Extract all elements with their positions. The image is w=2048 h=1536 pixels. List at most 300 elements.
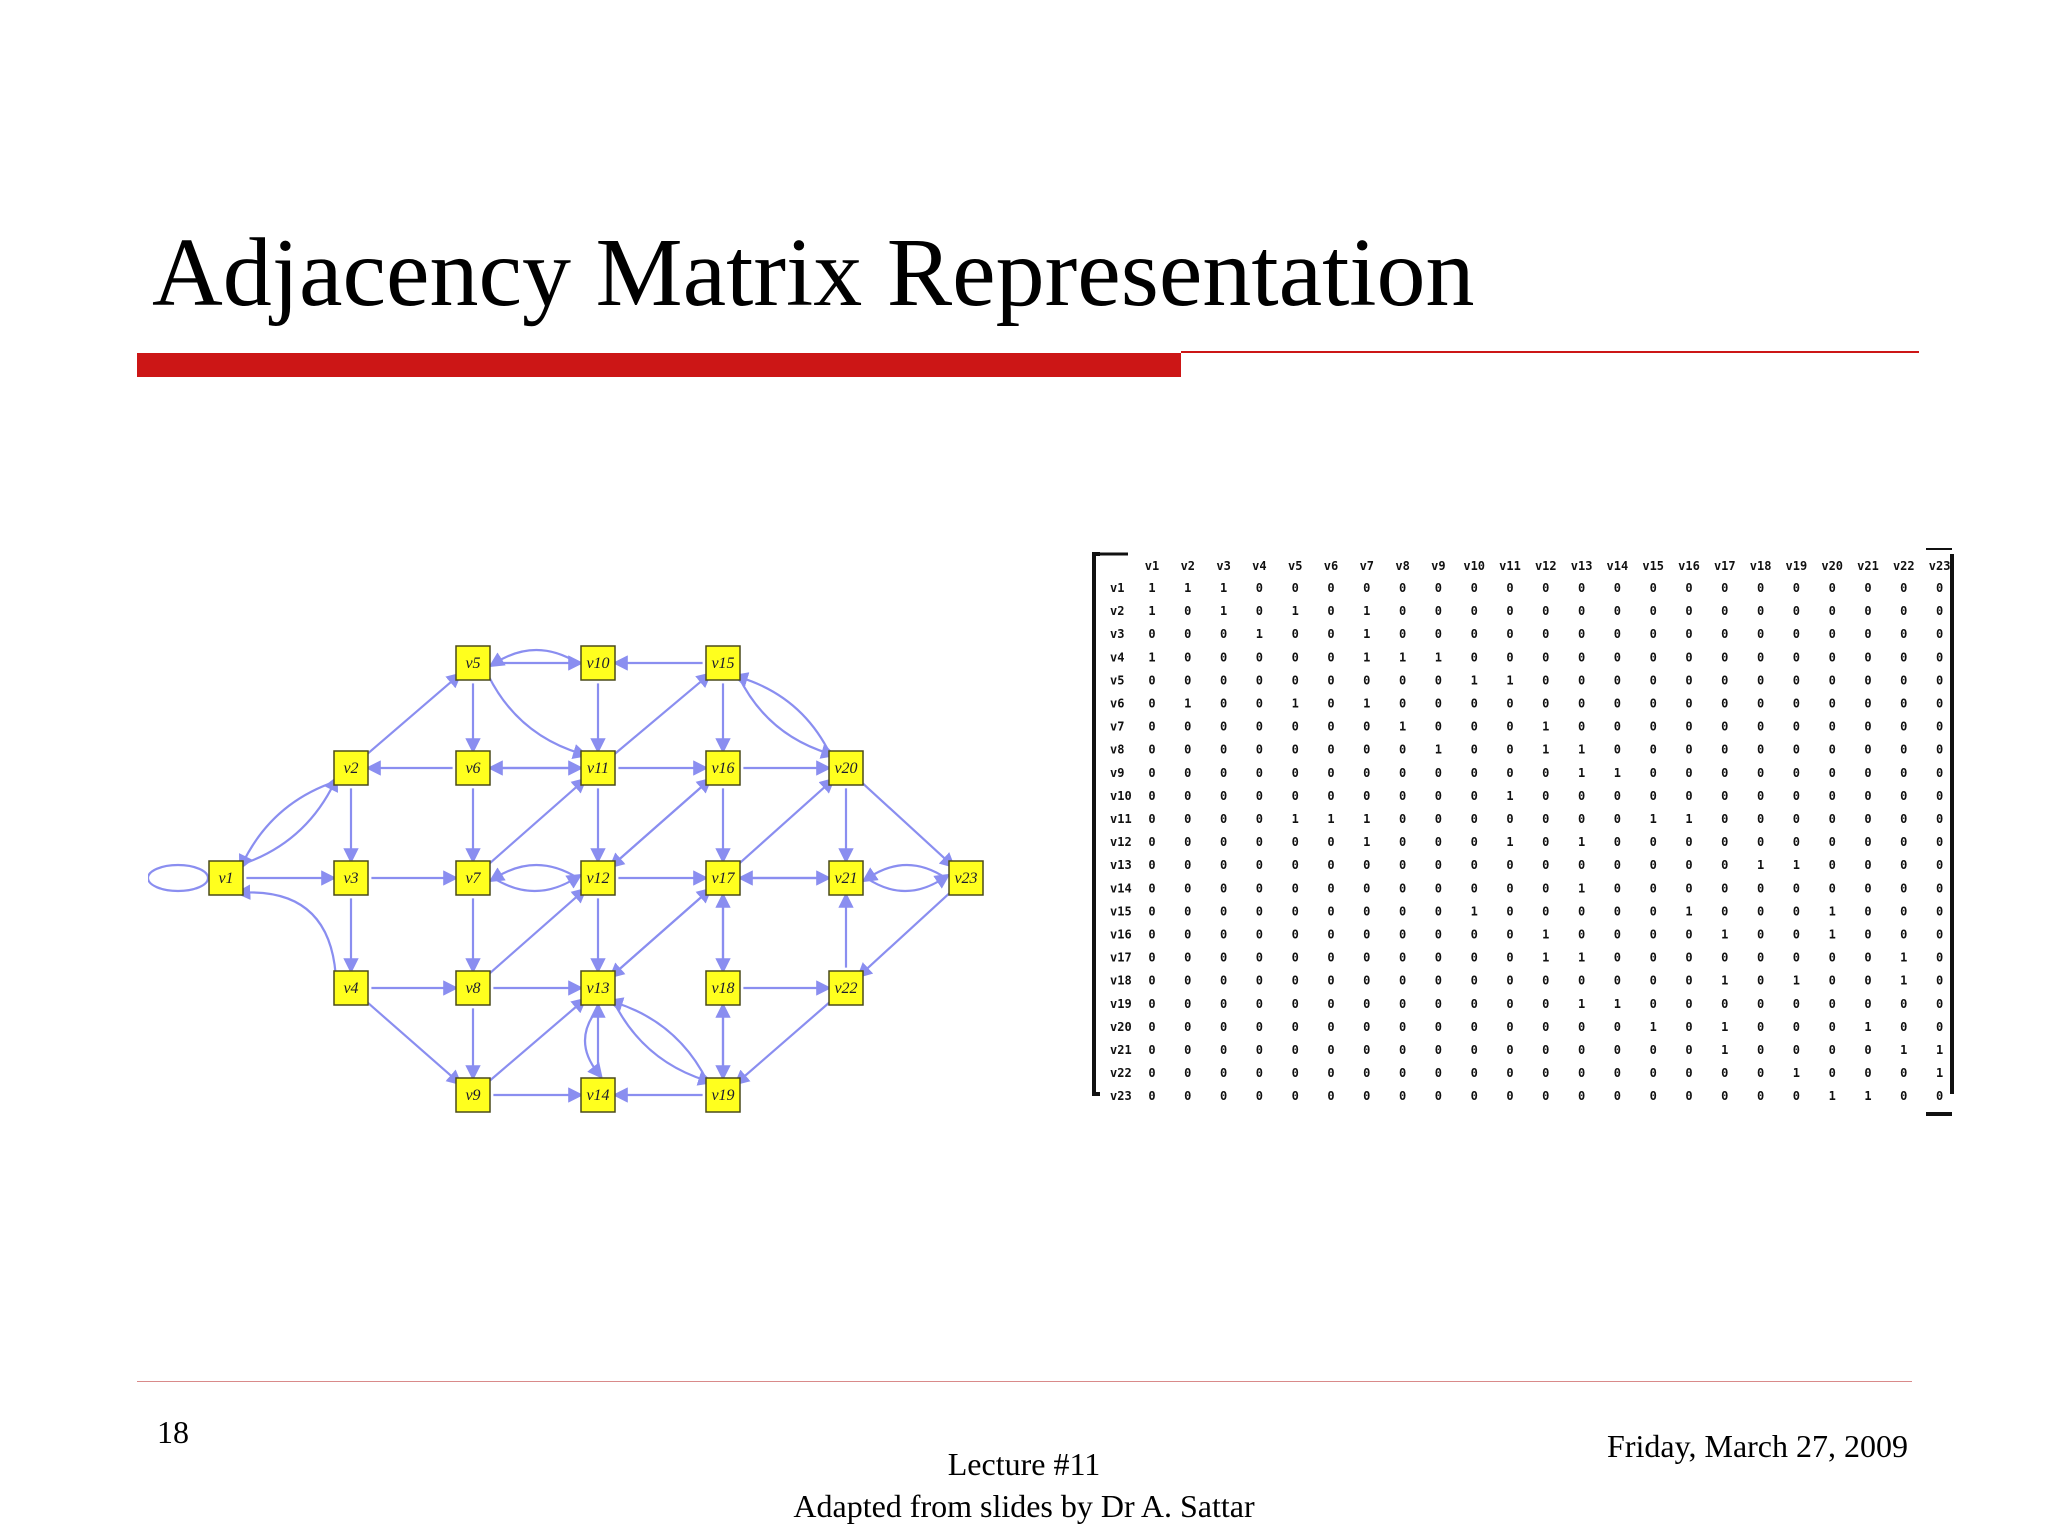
matrix-cell: 0 <box>1470 858 1478 873</box>
matrix-cell: 0 <box>1613 950 1622 965</box>
matrix-cell: 0 <box>1184 835 1192 850</box>
matrix-cell: 0 <box>1756 650 1765 665</box>
matrix-cell: 1 <box>1577 881 1586 896</box>
matrix-cell: 0 <box>1506 742 1514 757</box>
matrix-cell: 0 <box>1792 927 1801 942</box>
matrix-column-header: v1 <box>1144 559 1160 573</box>
matrix-cell: 0 <box>1792 881 1801 896</box>
matrix-cell: 0 <box>1434 904 1443 919</box>
matrix-cell: 0 <box>1900 881 1908 896</box>
matrix-cell: 0 <box>1434 1089 1443 1104</box>
matrix-cell: 0 <box>1792 696 1801 711</box>
matrix-row-label: v11 <box>1110 812 1132 826</box>
matrix-cell: 0 <box>1148 788 1156 803</box>
matrix-column-header: v20 <box>1821 559 1844 573</box>
graph-node-v4 <box>334 971 368 1005</box>
graph-node-v9 <box>456 1078 490 1112</box>
graph-node-v20 <box>829 751 863 785</box>
matrix-cell: 1 <box>1363 812 1371 826</box>
matrix-cell: 0 <box>1828 765 1836 780</box>
matrix-cell: 0 <box>1542 812 1550 826</box>
matrix-cell: 0 <box>1685 1043 1693 1057</box>
matrix-cell: 0 <box>1721 881 1729 896</box>
matrix-cell: 0 <box>1291 973 1299 988</box>
matrix-cell: 0 <box>1756 673 1765 688</box>
matrix-cell: 1 <box>1506 835 1514 850</box>
matrix-cell: 0 <box>1184 927 1192 942</box>
matrix-cell: 0 <box>1542 1089 1550 1104</box>
matrix-column-header: v6 <box>1323 559 1339 573</box>
footer-lecture: Lecture #11 <box>947 1446 1101 1482</box>
matrix-cell: 0 <box>1935 835 1944 850</box>
matrix-cell: 0 <box>1506 1089 1514 1104</box>
matrix-cell: 0 <box>1864 581 1872 595</box>
matrix-cell: 0 <box>1327 835 1335 850</box>
matrix-cell: 0 <box>1506 812 1514 826</box>
matrix-cell: 0 <box>1613 1066 1622 1081</box>
edge-v1-self-loop <box>148 865 208 891</box>
matrix-cell: 0 <box>1828 650 1836 665</box>
graph-node-v6 <box>456 751 490 785</box>
matrix-cell: 0 <box>1219 1066 1228 1081</box>
matrix-cell: 0 <box>1935 673 1944 688</box>
matrix-cell: 0 <box>1828 742 1836 757</box>
matrix-cell: 0 <box>1864 1066 1872 1081</box>
edge-v12-v7 <box>495 865 577 878</box>
matrix-cell: 0 <box>1434 835 1443 850</box>
matrix-cell: 0 <box>1219 788 1228 803</box>
matrix-cell: 0 <box>1506 581 1514 595</box>
matrix-cell: 0 <box>1506 1019 1514 1034</box>
matrix-cell: 0 <box>1828 604 1836 619</box>
matrix-cell: 0 <box>1470 812 1478 826</box>
matrix-cell: 0 <box>1649 927 1657 942</box>
matrix-cell: 0 <box>1685 650 1693 665</box>
matrix-cell: 0 <box>1864 881 1872 896</box>
matrix-column-header: v9 <box>1431 559 1446 573</box>
matrix-cell: 0 <box>1184 812 1192 826</box>
matrix-cell: 0 <box>1613 973 1622 988</box>
matrix-cell: 0 <box>1219 696 1228 711</box>
matrix-cell: 0 <box>1398 1066 1407 1081</box>
svg-text:v10: v10 <box>586 655 610 672</box>
matrix-row-label: v14 <box>1110 881 1132 896</box>
matrix-cell: 1 <box>1721 973 1729 988</box>
matrix-cell: 0 <box>1255 1089 1264 1104</box>
matrix-cell: 0 <box>1935 1019 1944 1034</box>
matrix-cell: 1 <box>1577 742 1586 757</box>
matrix-cell: 1 <box>1398 719 1407 734</box>
matrix-cell: 0 <box>1398 835 1407 850</box>
matrix-cell: 0 <box>1649 604 1657 619</box>
matrix-cell: 0 <box>1935 973 1944 988</box>
matrix-cell: 0 <box>1864 835 1872 850</box>
matrix-cell: 0 <box>1542 1019 1550 1034</box>
matrix-row-label: v18 <box>1110 973 1132 988</box>
matrix-cell: 0 <box>1792 1089 1801 1104</box>
matrix-cell: 0 <box>1577 858 1586 873</box>
edge-v1-v2 <box>241 783 334 865</box>
matrix-cell: 0 <box>1828 835 1836 850</box>
matrix-cell: 0 <box>1577 788 1586 803</box>
matrix-cell: 0 <box>1900 742 1908 757</box>
edge-v19-v13 <box>615 1002 708 1081</box>
matrix-cell: 0 <box>1506 904 1514 919</box>
matrix-cell: 1 <box>1900 950 1908 965</box>
matrix-cell: 0 <box>1935 904 1944 919</box>
matrix-cell: 0 <box>1542 627 1550 642</box>
matrix-cell: 0 <box>1219 650 1228 665</box>
matrix-cell: 0 <box>1577 973 1586 988</box>
matrix-cell: 0 <box>1184 650 1192 665</box>
edge-v10-v5 <box>495 650 577 663</box>
svg-text:v6: v6 <box>465 760 481 777</box>
matrix-cell: 0 <box>1756 950 1765 965</box>
edge-v23-v22 <box>862 892 951 973</box>
matrix-cell: 0 <box>1542 673 1550 688</box>
matrix-cell: 0 <box>1613 812 1622 826</box>
matrix-cell: 0 <box>1900 581 1908 595</box>
matrix-cell: 0 <box>1327 581 1335 595</box>
matrix-cell: 0 <box>1398 742 1407 757</box>
matrix-cell: 0 <box>1434 927 1443 942</box>
matrix-cell: 0 <box>1184 881 1192 896</box>
matrix-cell: 1 <box>1577 765 1586 780</box>
edge-v2-v1 <box>243 781 336 863</box>
matrix-cell: 0 <box>1649 858 1657 873</box>
matrix-cell: 0 <box>1649 788 1657 803</box>
matrix-cell: 0 <box>1685 765 1693 780</box>
matrix-cell: 0 <box>1721 1089 1729 1104</box>
matrix-cell: 0 <box>1148 696 1156 711</box>
matrix-cell: 0 <box>1363 1089 1371 1104</box>
matrix-cell: 1 <box>1542 719 1550 734</box>
matrix-cell: 0 <box>1470 627 1478 642</box>
svg-text:v13: v13 <box>586 980 610 997</box>
matrix-cell: 0 <box>1398 765 1407 780</box>
matrix-cell: 0 <box>1685 996 1693 1011</box>
matrix-cell: 0 <box>1470 1089 1478 1104</box>
matrix-cell: 0 <box>1291 742 1299 757</box>
matrix-column-header: v23 <box>1928 559 1951 573</box>
edge-v5-v11 <box>489 676 581 754</box>
matrix-cell: 1 <box>1542 742 1550 757</box>
matrix-cell: 0 <box>1756 881 1765 896</box>
matrix-cell: 0 <box>1470 788 1478 803</box>
graph-node-v19 <box>706 1078 740 1112</box>
graph-node-v21 <box>829 861 863 895</box>
footer-adapted: Adapted from slides by Dr A. Sattar <box>793 1488 1255 1524</box>
matrix-cell: 0 <box>1792 627 1801 642</box>
matrix-cell: 0 <box>1434 881 1443 896</box>
matrix-cell: 0 <box>1470 927 1478 942</box>
matrix-cell: 0 <box>1327 627 1335 642</box>
matrix-cell: 0 <box>1363 881 1371 896</box>
matrix-cell: 0 <box>1219 1089 1228 1104</box>
matrix-cell: 0 <box>1255 650 1264 665</box>
matrix-cell: 0 <box>1756 973 1765 988</box>
svg-text:v20: v20 <box>834 760 858 777</box>
matrix-cell: 0 <box>1184 1089 1192 1104</box>
matrix-cell: 0 <box>1327 742 1335 757</box>
matrix-cell: 0 <box>1398 788 1407 803</box>
edge-v13-v14 <box>585 1008 598 1073</box>
matrix-cell: 1 <box>1363 627 1371 642</box>
edge-v13-v17 <box>613 893 706 975</box>
matrix-cell: 0 <box>1398 627 1407 642</box>
matrix-cell: 0 <box>1721 604 1729 619</box>
matrix-cell: 1 <box>1721 927 1729 942</box>
matrix-cell: 0 <box>1649 673 1657 688</box>
matrix-cell: 0 <box>1828 696 1836 711</box>
matrix-cell: 0 <box>1327 1089 1335 1104</box>
matrix-cell: 0 <box>1542 996 1550 1011</box>
matrix-cell: 0 <box>1434 604 1443 619</box>
matrix-cell: 0 <box>1470 973 1478 988</box>
matrix-cell: 0 <box>1649 996 1657 1011</box>
matrix-cell: 0 <box>1792 765 1801 780</box>
matrix-cell: 0 <box>1434 765 1443 780</box>
matrix-cell: 0 <box>1219 973 1228 988</box>
matrix-row-label: v2 <box>1110 604 1125 619</box>
matrix-cell: 0 <box>1792 742 1801 757</box>
matrix-cell: 1 <box>1148 604 1156 619</box>
matrix-cell: 0 <box>1756 1019 1765 1034</box>
matrix-cell: 0 <box>1255 835 1264 850</box>
matrix-cell: 0 <box>1935 742 1944 757</box>
matrix-cell: 0 <box>1148 973 1156 988</box>
matrix-cell: 0 <box>1148 627 1156 642</box>
matrix-cell: 0 <box>1649 835 1657 850</box>
matrix-column-header: v2 <box>1180 559 1196 573</box>
matrix-cell: 0 <box>1184 950 1192 965</box>
matrix-cell: 0 <box>1577 627 1586 642</box>
matrix-cell: 0 <box>1864 858 1872 873</box>
matrix-cell: 1 <box>1649 812 1657 826</box>
matrix-cell: 0 <box>1900 788 1908 803</box>
matrix-cell: 1 <box>1721 1019 1729 1034</box>
matrix-cell: 0 <box>1255 696 1264 711</box>
matrix-cell: 0 <box>1434 627 1443 642</box>
svg-text:v12: v12 <box>586 870 610 887</box>
matrix-cell: 0 <box>1363 1019 1371 1034</box>
matrix-cell: 0 <box>1506 881 1514 896</box>
matrix-cell: 0 <box>1506 973 1514 988</box>
matrix-cell: 0 <box>1398 604 1407 619</box>
matrix-cell: 0 <box>1398 927 1407 942</box>
matrix-cell: 0 <box>1935 881 1944 896</box>
matrix-cell: 0 <box>1685 742 1693 757</box>
matrix-cell: 0 <box>1542 973 1550 988</box>
matrix-cell: 0 <box>1506 604 1514 619</box>
matrix-cell: 0 <box>1327 604 1335 619</box>
matrix-cell: 0 <box>1900 696 1908 711</box>
matrix-cell: 0 <box>1148 927 1156 942</box>
matrix-column-header: v5 <box>1287 559 1303 573</box>
matrix-cell: 0 <box>1685 1089 1693 1104</box>
matrix-cell: 0 <box>1148 742 1156 757</box>
matrix-cell: 0 <box>1721 996 1729 1011</box>
matrix-cell: 0 <box>1685 973 1693 988</box>
matrix-cell: 0 <box>1470 881 1478 896</box>
matrix-cell: 0 <box>1685 858 1693 873</box>
matrix-cell: 0 <box>1434 719 1443 734</box>
matrix-row-label: v3 <box>1110 627 1125 642</box>
matrix-cell: 0 <box>1613 1043 1622 1057</box>
matrix-cell: 0 <box>1148 950 1156 965</box>
edge-v2-v5 <box>366 677 456 754</box>
matrix-cell: 0 <box>1649 696 1657 711</box>
matrix-cell: 0 <box>1398 996 1407 1011</box>
edge-v4-v1 <box>243 892 336 974</box>
graph-node-v14 <box>581 1078 615 1112</box>
matrix-cell: 0 <box>1363 904 1371 919</box>
matrix-cell: 0 <box>1398 904 1407 919</box>
matrix-cell: 0 <box>1184 742 1192 757</box>
matrix-cell: 0 <box>1470 650 1478 665</box>
matrix-cell: 0 <box>1291 1066 1299 1081</box>
matrix-cell: 0 <box>1756 1089 1765 1104</box>
matrix-cell: 0 <box>1327 1043 1335 1057</box>
matrix-cell: 0 <box>1756 996 1765 1011</box>
matrix-cell: 1 <box>1291 696 1299 711</box>
matrix-cell: 0 <box>1864 719 1872 734</box>
edge-v20-v15 <box>740 677 831 754</box>
matrix-cell: 0 <box>1291 835 1299 850</box>
matrix-row-label: v19 <box>1110 996 1132 1011</box>
matrix-cell: 0 <box>1148 1019 1156 1034</box>
matrix-cell: 0 <box>1613 604 1622 619</box>
matrix-cell: 0 <box>1506 627 1514 642</box>
matrix-cell: 0 <box>1649 650 1657 665</box>
matrix-cell: 0 <box>1864 696 1872 711</box>
matrix-cell: 1 <box>1148 650 1156 665</box>
matrix-cell: 0 <box>1542 650 1550 665</box>
matrix-cell: 0 <box>1613 881 1622 896</box>
matrix-cell: 0 <box>1219 719 1228 734</box>
matrix-cell: 1 <box>1148 581 1156 595</box>
matrix-cell: 0 <box>1255 1019 1264 1034</box>
matrix-cell: 0 <box>1542 858 1550 873</box>
matrix-cell: 0 <box>1935 719 1944 734</box>
matrix-cell: 0 <box>1291 996 1299 1011</box>
matrix-cell: 0 <box>1542 604 1550 619</box>
matrix-cell: 0 <box>1470 765 1478 780</box>
matrix-cell: 0 <box>1506 719 1514 734</box>
matrix-cell: 0 <box>1219 1043 1228 1057</box>
matrix-cell: 0 <box>1363 742 1371 757</box>
matrix-cell: 0 <box>1219 904 1228 919</box>
matrix-cell: 1 <box>1219 604 1228 619</box>
edge-v4-v9 <box>366 1001 456 1080</box>
matrix-cell: 0 <box>1219 858 1228 873</box>
matrix-cell: 0 <box>1828 627 1836 642</box>
footer-date: Friday, March 27, 2009 <box>1607 1428 1908 1464</box>
matrix-cell: 0 <box>1864 650 1872 665</box>
matrix-cell: 1 <box>1506 673 1514 688</box>
matrix-cell: 0 <box>1148 996 1156 1011</box>
matrix-cell: 0 <box>1756 719 1765 734</box>
matrix-cell: 0 <box>1434 1066 1443 1081</box>
edge-v23-v21 <box>868 865 946 878</box>
matrix-cell: 0 <box>1864 927 1872 942</box>
matrix-cell: 0 <box>1649 765 1657 780</box>
matrix-cell: 0 <box>1327 1019 1335 1034</box>
matrix-cell: 0 <box>1721 1066 1729 1081</box>
edge-v13-v19 <box>613 1001 706 1080</box>
matrix-cell: 0 <box>1470 835 1478 850</box>
matrix-cell: 0 <box>1184 904 1192 919</box>
matrix-cell: 0 <box>1577 812 1586 826</box>
matrix-cell: 0 <box>1255 765 1264 780</box>
matrix-cell: 0 <box>1148 812 1156 826</box>
matrix-row-label: v20 <box>1110 1019 1132 1034</box>
matrix-cell: 0 <box>1219 950 1228 965</box>
matrix-cell: 0 <box>1506 650 1514 665</box>
edge-v9-v13 <box>488 1002 581 1081</box>
matrix-cell: 0 <box>1935 1089 1944 1104</box>
matrix-cell: 1 <box>1613 765 1622 780</box>
matrix-cell: 0 <box>1148 1043 1156 1057</box>
matrix-cell: 0 <box>1148 858 1156 873</box>
matrix-cell: 0 <box>1506 1066 1514 1081</box>
matrix-cell: 0 <box>1327 996 1335 1011</box>
matrix-cell: 0 <box>1577 927 1586 942</box>
matrix-cell: 0 <box>1506 1043 1514 1057</box>
matrix-cell: 0 <box>1291 673 1299 688</box>
matrix-cell: 0 <box>1721 904 1729 919</box>
matrix-cell: 0 <box>1255 581 1264 595</box>
matrix-cell: 0 <box>1434 812 1443 826</box>
matrix-cell: 0 <box>1255 719 1264 734</box>
matrix-cell: 1 <box>1613 996 1622 1011</box>
matrix-cell: 0 <box>1255 788 1264 803</box>
matrix-cell: 0 <box>1613 650 1622 665</box>
matrix-cell: 0 <box>1935 996 1944 1011</box>
matrix-cell: 0 <box>1148 719 1156 734</box>
matrix-cell: 1 <box>1685 904 1693 919</box>
matrix-cell: 0 <box>1935 604 1944 619</box>
matrix-cell: 1 <box>1900 973 1908 988</box>
graph-node-v2 <box>334 751 368 785</box>
matrix-cell: 0 <box>1864 950 1872 965</box>
matrix-cell: 0 <box>1363 765 1371 780</box>
matrix-cell: 0 <box>1219 881 1228 896</box>
matrix-cell: 0 <box>1327 673 1335 688</box>
matrix-cell: 0 <box>1721 627 1729 642</box>
graph-node-v3 <box>334 861 368 895</box>
matrix-cell: 0 <box>1577 719 1586 734</box>
matrix-cell: 0 <box>1864 604 1872 619</box>
svg-text:v22: v22 <box>834 980 858 997</box>
matrix-cell: 1 <box>1864 1089 1872 1104</box>
matrix-cell: 0 <box>1613 673 1622 688</box>
matrix-column-header: v12 <box>1534 559 1557 573</box>
matrix-cell: 0 <box>1685 604 1693 619</box>
matrix-cell: 0 <box>1363 927 1371 942</box>
matrix-cell: 1 <box>1828 904 1836 919</box>
matrix-row-label: v21 <box>1110 1043 1132 1057</box>
matrix-cell: 0 <box>1900 835 1908 850</box>
matrix-cell: 0 <box>1506 858 1514 873</box>
graph-node-v17 <box>706 861 740 895</box>
matrix-cell: 1 <box>1434 650 1443 665</box>
matrix-cell: 0 <box>1828 1019 1836 1034</box>
svg-text:v1: v1 <box>218 870 234 887</box>
matrix-cell: 0 <box>1542 904 1550 919</box>
graph-node-v7 <box>456 861 490 895</box>
title-underline-thick <box>137 353 1181 377</box>
